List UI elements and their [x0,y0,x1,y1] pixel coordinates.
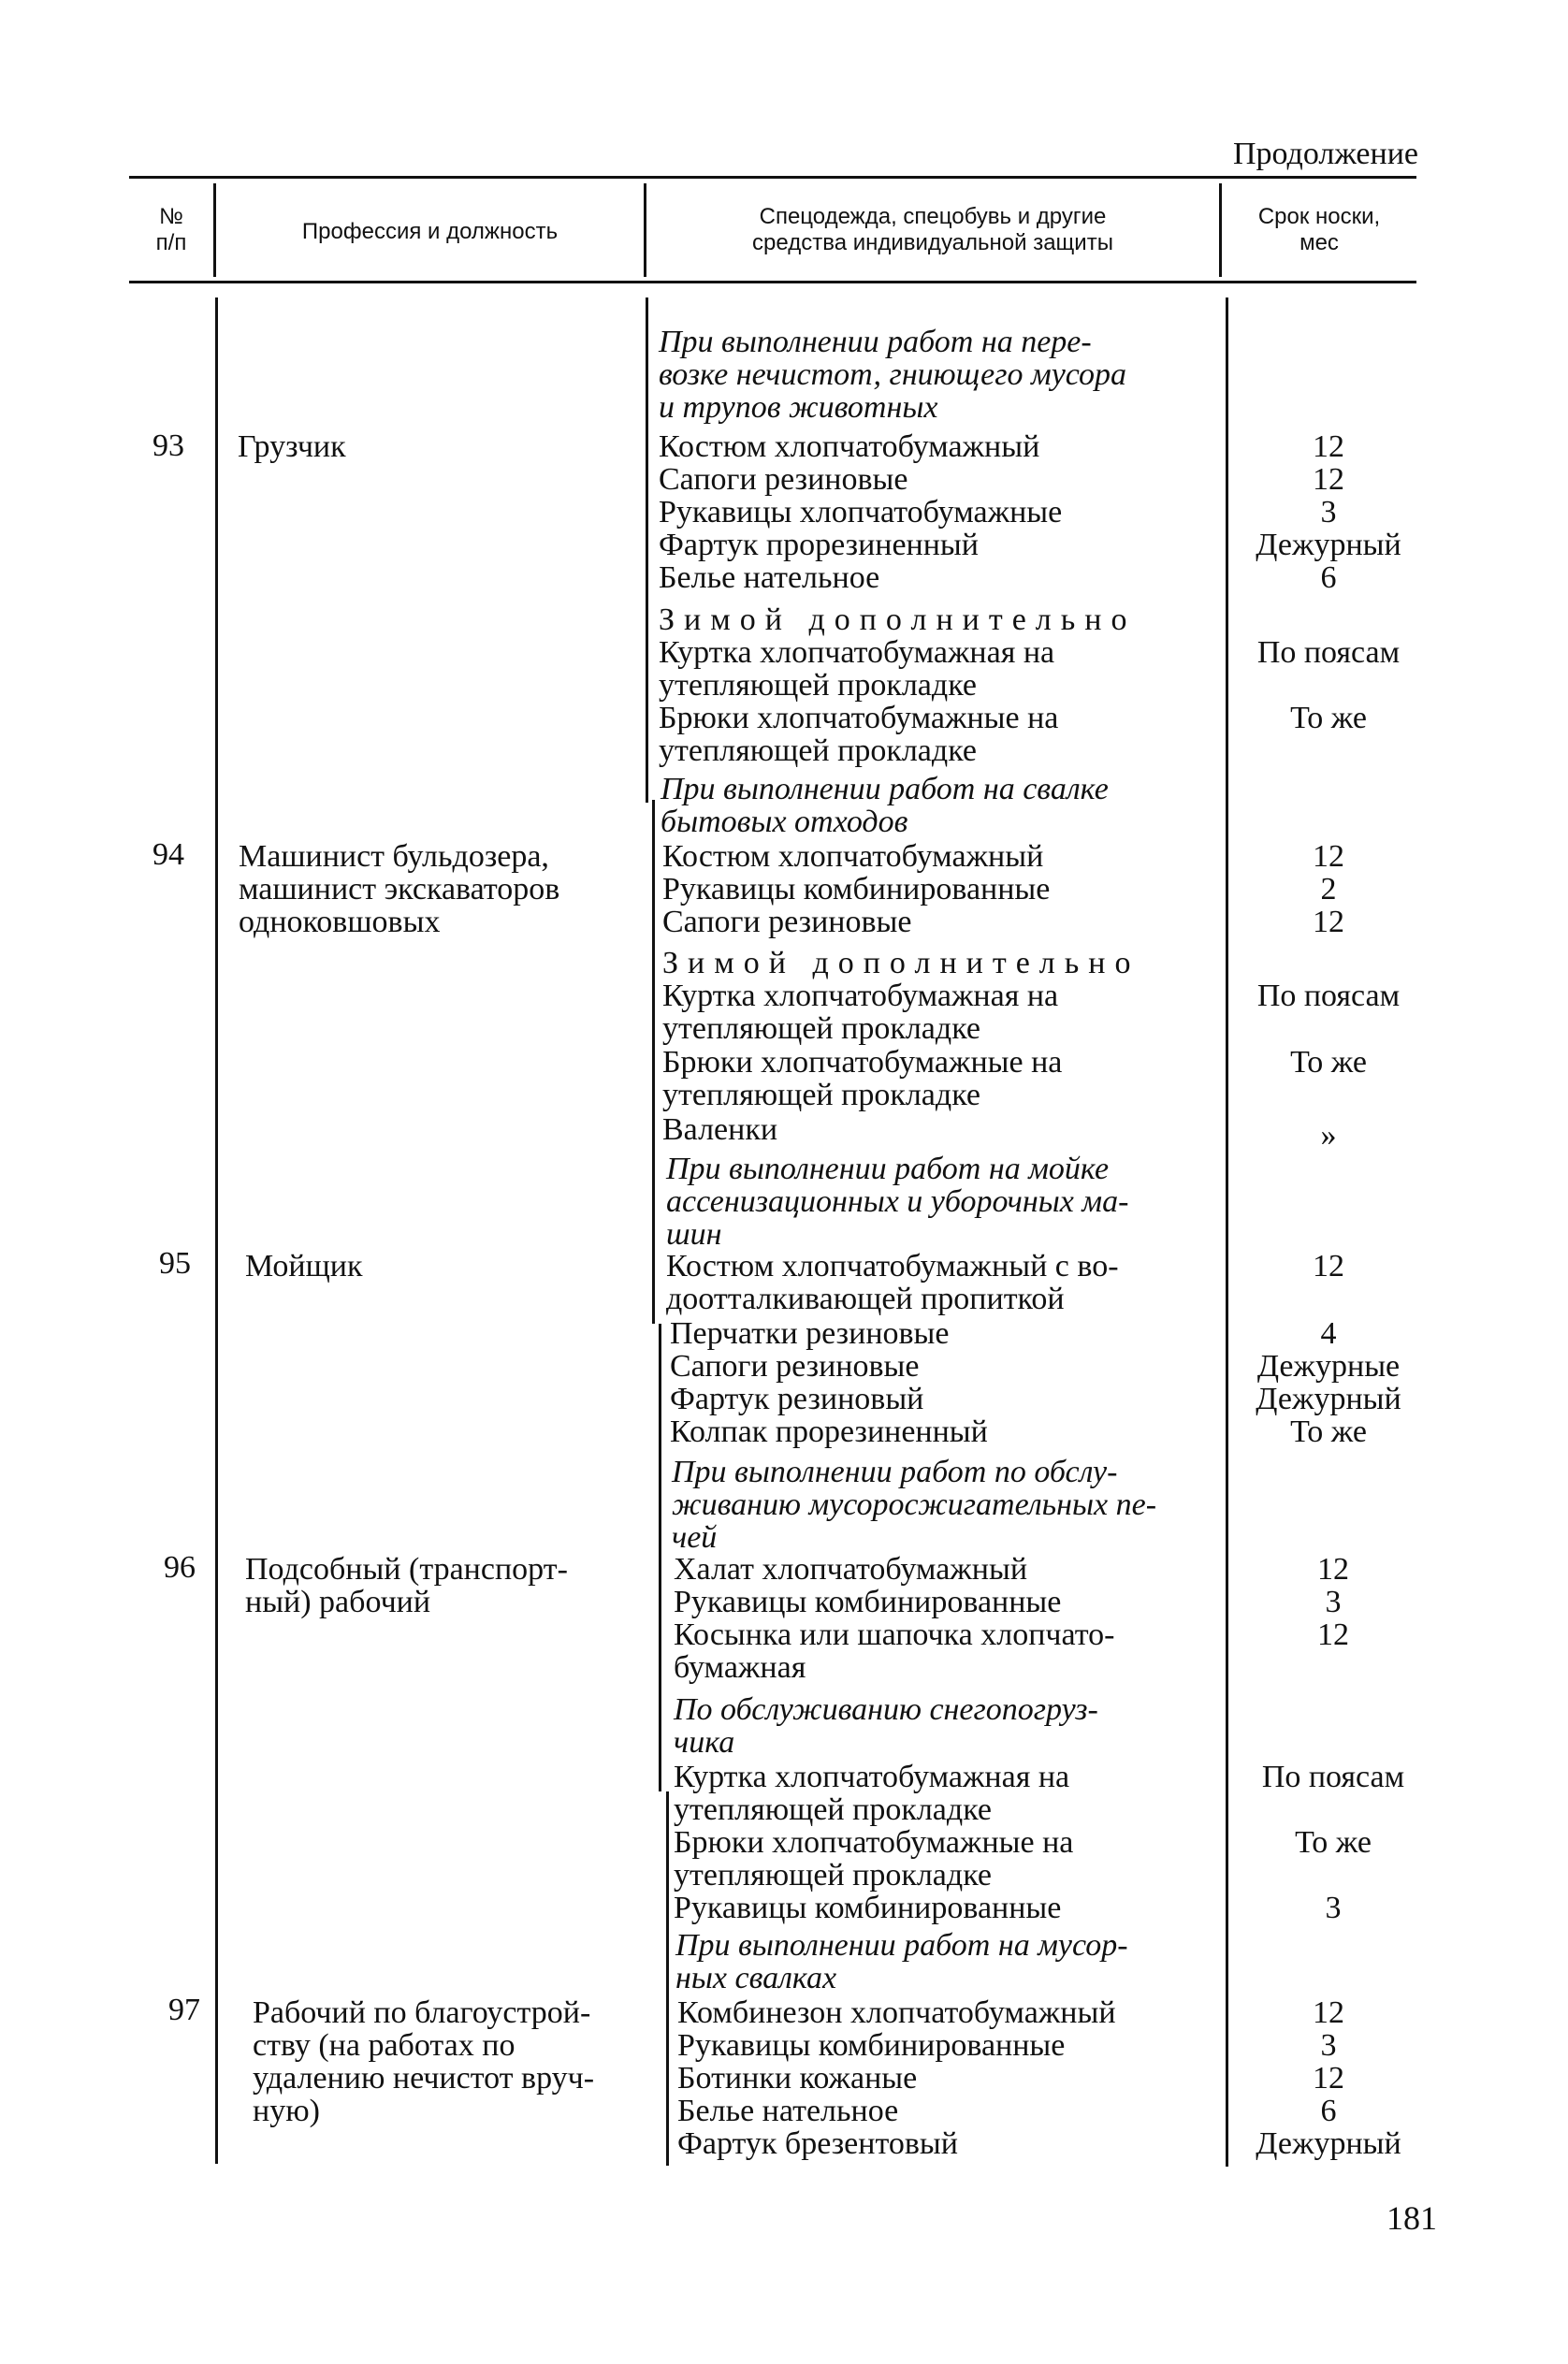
condition-line [659,326,1211,358]
profession-line: машинист экскаваторов [239,872,560,906]
equipment-line: Брюки хлопчатобумажные на [662,1045,1063,1080]
condition-line: шин [666,1217,722,1252]
equipment-item: Перчатки резиновые [670,1316,950,1351]
equipment-item: Халат хлопчатобумажный [674,1552,1028,1587]
work-condition [666,1153,1128,1251]
equipment-item: Валенки [662,1112,778,1147]
row-number: 95 [159,1246,191,1281]
work-condition [672,1456,1156,1554]
profession-line: Рабочий по благоустрой- [253,1995,591,2030]
condition-line: По обслуживанию снегопогруз- [674,1692,1098,1727]
term-value: 12 [1313,1995,1344,2030]
term-value: 3 [1320,2028,1337,2063]
equipment-item [674,1761,1069,1826]
equipment-line: доотталкивающей пропиткой [666,1282,1065,1316]
header-profession: Профессия и должность [301,219,559,244]
column-divider [215,297,218,2164]
profession [253,1996,646,2127]
term-value: 12 [1313,1249,1344,1284]
term-value: 12 [1317,1552,1349,1587]
term-value: То же [1290,1045,1367,1080]
row-number: 97 [168,1993,200,2027]
term-value: То же [1295,1825,1372,1860]
term-value: 6 [1320,560,1337,595]
equipment-item: Рукавицы комбинированные [677,2028,1066,2063]
condition-line: возке нечистот, гниющего мусора [659,357,1127,392]
equipment-line: Куртка хлопчатобумажная на [674,1760,1070,1794]
condition-line: чика [674,1725,735,1760]
term-value: Дежурный [1256,2126,1401,2161]
profession [238,430,649,463]
equipment-item: Фартук прорезиненный [659,528,979,562]
term-value: 3 [1325,1585,1342,1619]
term-value: 12 [1313,462,1344,497]
term-value: 4 [1320,1316,1337,1351]
term-value: 6 [1320,2094,1337,2128]
profession [239,840,636,938]
equipment-item [662,1046,1062,1111]
row-number: 96 [164,1550,196,1585]
equipment-list [677,1996,1116,2160]
winter-additional: Зимой дополнительно [659,602,1137,637]
profession-line: ную) [253,2094,320,2128]
equipment-item: Рукавицы комбинированные [674,1585,1062,1619]
profession [245,1553,647,1618]
page-number: 181 [1387,2199,1437,2237]
equipment-list [662,840,1050,938]
equipment-item: Костюм хлопчатобумажный [659,429,1040,464]
winter-additional: Зимой дополнительно [662,946,1140,980]
term-value: 3 [1325,1891,1342,1925]
equipment-line: утепляющей прокладке [674,1792,992,1827]
term-value: То же [1290,1414,1367,1449]
condition-line: бытовых отходов [661,805,908,839]
column-divider [666,1791,669,2166]
condition-line: При выполнении работ на мусор- [675,1928,1128,1963]
profession-line: Подсобный (транспорт- [245,1552,568,1587]
term-value: По поясам [1261,1760,1405,1794]
continuation-label: Продолжение [1232,137,1418,171]
column-divider [646,297,648,803]
equipment-item [674,1826,1073,1892]
equipment-item: Рукавицы комбинированные [662,872,1051,906]
header-term-line: Срок носки, [1257,204,1381,229]
condition-line: При выполнении работ на мойке [666,1152,1110,1186]
equipment-line: Косынка или шапочка хлопчато- [674,1617,1115,1652]
term-value: 12 [1313,2061,1344,2096]
equipment-item: Сапоги резиновые [662,905,912,939]
equipment-item: Рукавицы хлопчатобумажные [659,495,1063,529]
term-list [1235,1317,1422,1448]
profession-line: Машинист бульдозера, [239,839,549,874]
term-value: 2 [1320,872,1337,906]
equipment-item: Сапоги резиновые [659,462,908,497]
equipment-list [670,1317,988,1448]
equipment-line: Брюки хлопчатобумажные на [659,701,1059,735]
profession-line: Грузчик [238,429,346,464]
equipment-line: Куртка хлопчатобумажная на [659,635,1055,670]
equipment-line: Брюки хлопчатобумажные на [674,1825,1074,1860]
term-list [1235,840,1422,938]
term-value: Дежурный [1256,1382,1401,1416]
term-value: Дежурные [1256,1349,1401,1384]
equipment-item: Костюм хлопчатобумажный [662,839,1044,874]
condition-line: При выполнении работ на свалке [661,772,1109,806]
equipment-item: Рукавицы комбинированные [674,1891,1062,1925]
equipment-line: Куртка хлопчатобумажная на [662,979,1059,1013]
equipment-item [666,1250,1119,1315]
equipment-item: Колпак прорезиненный [670,1414,988,1449]
equipment-item: Ботинки кожаные [677,2061,918,2096]
profession-line: Мойщик [245,1249,363,1284]
equipment-item: Комбинезон хлопчатобумажный [677,1995,1116,2030]
equipment-line: утепляющей прокладке [674,1858,992,1893]
row-number: 94 [152,837,184,872]
header-equipment-line: средства индивидуальной защиты [752,230,1113,255]
ditto-mark: » [1320,1118,1337,1153]
equipment-item [674,1618,1114,1684]
term-value: 12 [1313,905,1344,939]
condition-text: При выполнении работ на пере- [659,325,1092,359]
profession-line: удалению нечистот вруч- [253,2061,595,2096]
work-condition [659,326,1211,424]
term-value: 12 [1313,429,1344,464]
profession-line: одноковшовых [239,905,441,939]
equipment-list [659,430,1062,594]
profession [245,1250,657,1283]
equipment-line: утепляющей прокладке [659,668,977,703]
equipment-line: утепляющей прокладке [659,733,977,768]
row-number: 93 [152,428,184,463]
equipment-item: Фартук брезентовый [677,2126,958,2161]
column-divider [1226,297,1228,2167]
term-list [1240,1553,1427,1618]
column-divider [652,800,655,1324]
header-term-line: мес [1299,230,1339,255]
condition-line: ассенизационных и уборочных ма- [666,1184,1129,1219]
profession-line: ству (на работах по [253,2028,515,2063]
term-value: 12 [1313,839,1344,874]
profession-line: ный) рабочий [245,1585,431,1619]
condition-line: живанию мусоросжигательных пе- [672,1487,1157,1522]
term-value: По поясам [1256,635,1401,670]
table-top-rule [129,176,1416,179]
term-value: Дежурный [1256,528,1401,562]
table-header-rule [129,281,1416,283]
header-num-line: п/п [155,230,187,255]
equipment-list [674,1553,1061,1618]
term-value: То же [1290,701,1367,735]
term-value: 3 [1320,495,1337,529]
header-equipment-line: Спецодежда, спецобувь и другие [759,204,1107,229]
equipment-item [659,636,1211,702]
column-divider [659,1324,661,1791]
equipment-item: Сапоги резиновые [670,1349,920,1384]
term-list [1235,430,1422,594]
equipment-item: Фартук резиновый [670,1382,924,1416]
equipment-item [659,702,1211,767]
condition-line: При выполнении работ по обслу- [672,1455,1118,1489]
equipment-item: Белье нательное [677,2094,899,2128]
condition-line: ных свалках [675,1961,837,1995]
equipment-line: бумажная [674,1650,806,1685]
equipment-line: Костюм хлопчатобумажный с во- [666,1249,1119,1284]
equipment-item [662,979,1058,1045]
header-num [129,204,213,256]
header-num-line: № [159,204,183,229]
term-list [1235,1996,1422,2160]
header-equipment [646,204,1219,256]
header-term [1222,204,1416,256]
equipment-line: утепляющей прокладке [662,1078,980,1112]
condition-line: чей [672,1520,718,1555]
term-value: По поясам [1256,979,1401,1013]
condition-line: и трупов животных [659,390,938,425]
equipment-line: утепляющей прокладке [662,1011,980,1046]
work-condition [675,1929,1128,1994]
work-condition [661,773,1109,838]
work-condition [674,1693,1098,1759]
equipment-item: Белье нательное [659,560,880,595]
term-value: 12 [1317,1617,1349,1652]
